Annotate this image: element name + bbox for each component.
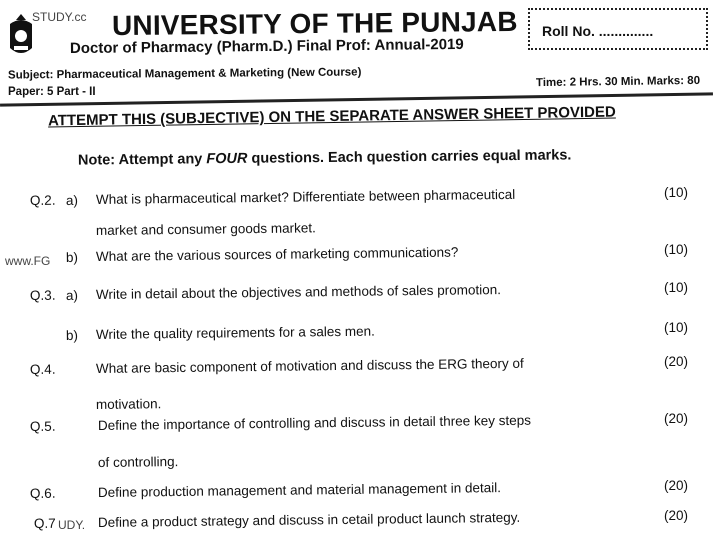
question-text: What are basic component of motivation and discuss the ERG theory of: [95, 355, 524, 376]
question-text: Define the importance of controlling and discuss in detail three key steps: [97, 412, 532, 433]
question-part: b): [65, 327, 79, 343]
time-marks: Time: 2 Hrs. 30 Min. Marks: 80: [535, 74, 701, 90]
question-text: of controlling.: [97, 454, 179, 470]
note-emphasis: FOUR: [206, 150, 248, 168]
note-text: Note: Attempt any: [77, 151, 207, 169]
question-text: What is pharmaceutical market? Differentiate between pharmaceutical: [95, 186, 516, 207]
question-marks: (20): [664, 411, 689, 426]
instruction-heading: ATTEMPT THIS (SUBJECTIVE) ON THE SEPARATE ANSWER SHEET PROVIDED: [47, 103, 616, 130]
question-number: Q.7: [33, 515, 56, 531]
question-text: Write in detail about the objectives and methods of sales promotion.: [95, 282, 502, 302]
roll-no-box: [528, 8, 708, 50]
question-marks: (20): [664, 354, 689, 369]
question-number: Q.3.: [29, 287, 56, 303]
question-text: Write the quality requirements for a sales men.: [95, 323, 375, 342]
note-line: [78, 147, 572, 168]
question-text: Define a product strategy and discuss in cetail product launch strategy.: [97, 509, 521, 530]
question-marks: (10): [664, 320, 689, 335]
question-part: b): [65, 249, 79, 265]
subject-line: Subject: Pharmaceutical Management & Marketing (New Course): [7, 66, 362, 82]
program-title: Doctor of Pharmacy (Pharm.D.) Final Prof: Annual-2019: [69, 35, 464, 58]
question-marks: (10): [664, 242, 689, 257]
question-text: What are the various sources of marketing communications?: [95, 244, 459, 264]
question-number: Q.2.: [29, 192, 56, 208]
note-text-end: questions. Each question carries equal marks.: [247, 147, 572, 167]
question-marks: (20): [664, 478, 689, 493]
university-title: UNIVERSITY OF THE PUNJAB: [111, 5, 518, 42]
question-text: market and consumer goods market.: [95, 220, 316, 238]
question-number: Q.5.: [29, 418, 56, 434]
watermark-left: www.FG: [5, 254, 51, 268]
question-marks: (10): [664, 280, 689, 295]
paper-line: Paper: 5 Part - II: [8, 86, 96, 98]
question-text: motivation.: [95, 396, 162, 412]
question-marks: (10): [664, 185, 689, 200]
watermark-bottom: UDY.: [58, 518, 86, 532]
roll-no-label: Roll No. ..............: [542, 23, 654, 39]
question-part: a): [65, 192, 79, 208]
question-number: Q.6.: [29, 485, 56, 501]
question-marks: (20): [664, 508, 689, 523]
question-part: a): [65, 287, 79, 303]
watermark-top: STUDY.cc: [32, 10, 87, 24]
question-text: Define production management and material management in detail.: [97, 480, 502, 500]
question-number: Q.4.: [29, 361, 56, 377]
